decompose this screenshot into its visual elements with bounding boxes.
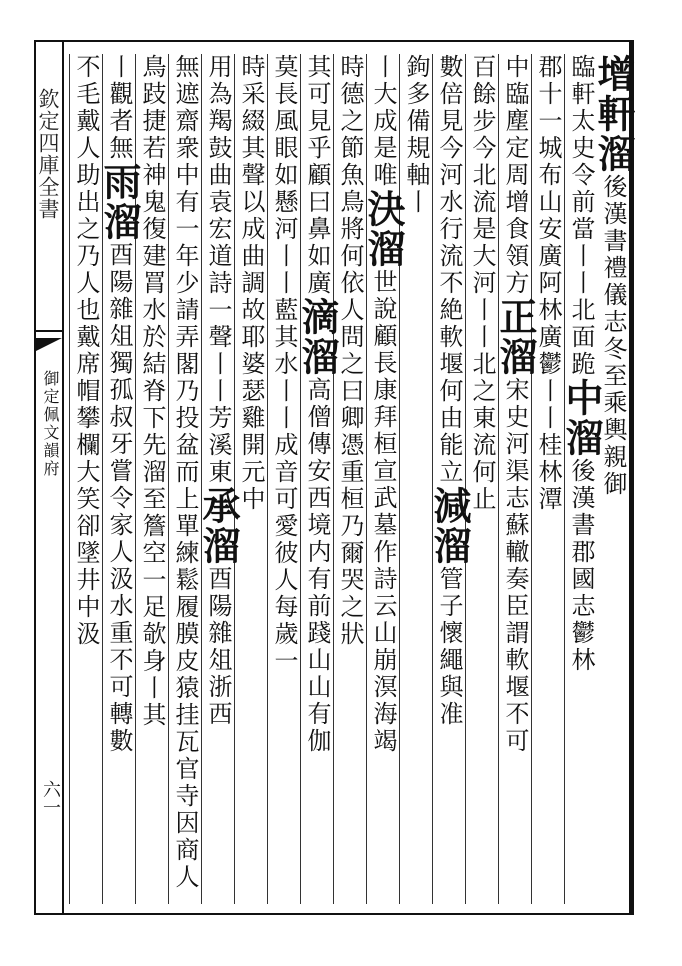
text-column [234,54,268,904]
fishtail-mark-icon [34,330,62,350]
headword: 決溜 [361,189,406,269]
text-column [493,54,538,904]
commentary-text: 藍其水丨丨成音可愛彼人每歲一 [270,297,298,675]
page-number: 六一 [40,780,61,816]
commentary-text: 瓦官寺因商人 [171,729,199,891]
commentary-text: 鳥跂捷若神鬼復建罥水於結脊下先溜至簷空一足欹身丨其 [138,54,166,729]
commentary-text: 宋史河渠志蘇轍奏臣謂軟堰不可 [501,377,529,755]
commentary-text: 後漢書郡國志鬱林 [567,458,595,674]
commentary-text: 世說顧長康拜桓宣武墓作詩云山崩溟海竭 [369,269,397,755]
text-column [168,54,202,904]
commentary-text: 時采綴其聲以成曲調故耶婆瑟雞開元中 [237,54,265,513]
text-column [333,54,367,904]
banxin-book-title: 御定佩文韻府 [41,370,60,478]
commentary-text: 百餘步今北流是大河丨丨北之東流何止 [468,54,496,513]
commentary-text: 阿林廣鬱丨丨桂林潭 [534,270,562,513]
commentary-text: 丨大成是唯 [369,54,397,189]
banxin-title: 欽定四庫全書 [36,88,60,220]
commentary-text: 鉤多備規軸丨 [402,54,430,216]
headword: 承溜 [196,486,241,566]
text-column [559,54,604,904]
text-column [361,54,406,904]
block-center-margin [34,40,64,915]
text-column [295,54,340,904]
commentary-text: 酉陽雜俎獨孤叔牙嘗令家人汲水重不可轉數 [105,242,133,755]
commentary-text: 莫長風眼如懸河丨丨 [270,54,298,297]
commentary-text: 不毛戴 [72,54,100,135]
text-column [531,54,565,904]
commentary-text: 管子懷繩與准 [435,566,463,728]
commentary-text: 郡十一城布山安廣 [534,54,562,270]
commentary-text: 人助出之乃人也戴席帽攀欄大笑卻墜井中汲 [72,135,100,648]
headword: 中溜 [559,378,604,458]
headword: 滴溜 [295,297,340,377]
commentary-text: 中臨塵定周增食領方 [501,54,529,297]
commentary-text: 高僧傳安西境内有前踐山山有伽 [303,377,331,755]
text-column [196,54,241,904]
text-column [97,54,142,904]
commentary-text: 其可見乎顧曰鼻如廣 [303,54,331,297]
commentary-text: 用為羯鼓曲袁宏道詩一聲丨丨芳溪東 [204,54,232,486]
commentary-text: 後漢書禮儀志冬至乘輿親御 [599,174,627,498]
commentary-text: 魚鳥將何依人問之曰卿憑重桓乃爾哭之狀 [336,162,364,648]
text-column [427,54,472,904]
text-column [591,54,636,904]
text-column [267,54,301,904]
text-column [465,54,499,904]
text-column [399,54,433,904]
text-columns [70,40,636,915]
commentary-text: 臨軒太史令前當丨丨北面跪 [567,54,595,378]
commentary-text: 時德之節 [336,54,364,162]
commentary-text: 丨觀者無 [105,54,133,162]
headword: 雨溜 [97,162,142,242]
commentary-text: 數倍見今河水行流不絶軟堰何由能立 [435,54,463,486]
headword: 正溜 [493,297,538,377]
headword: 減溜 [427,486,472,566]
headword: 增軒溜 [591,54,636,174]
commentary-text: 酉陽雜俎浙西 [204,566,232,728]
text-column [69,54,103,904]
commentary-text: 無遮齋衆中有一年少請弄閣乃投盆而上單練鬆履膜皮猿挂 [171,54,199,729]
